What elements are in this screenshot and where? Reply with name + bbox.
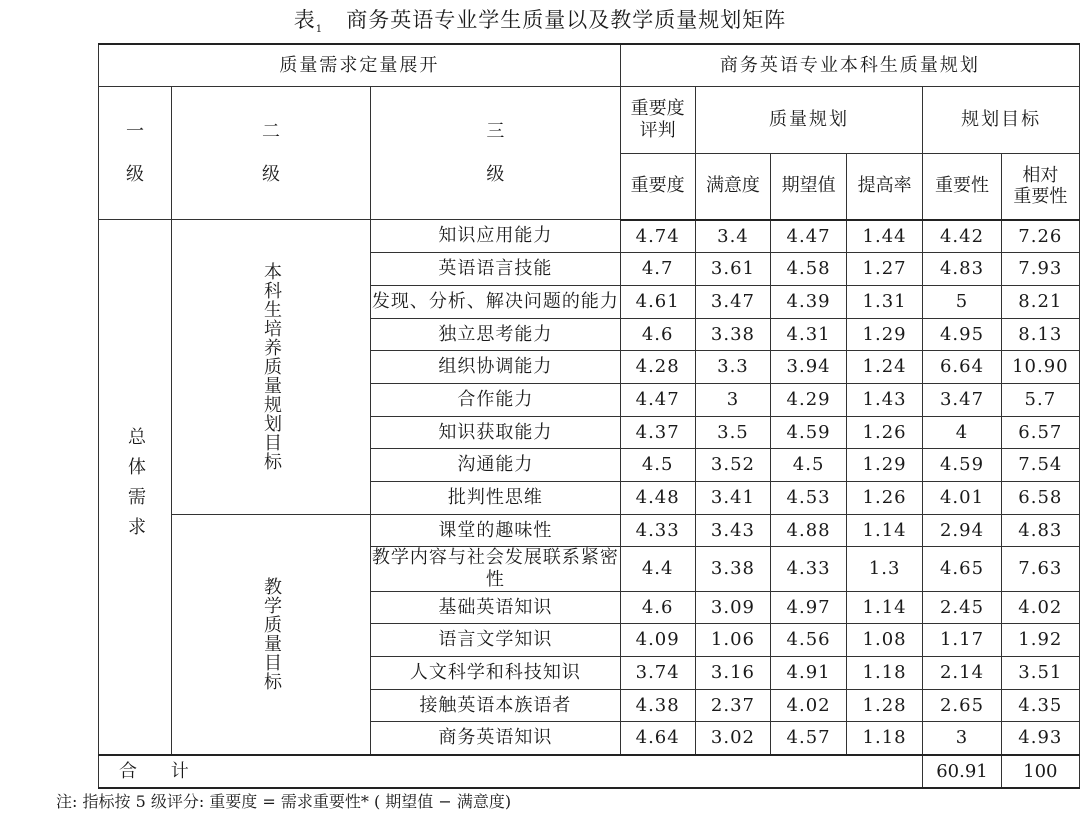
value-cell: 1.92 xyxy=(1001,624,1079,657)
value-cell: 8.21 xyxy=(1001,285,1079,318)
value-cell: 1.08 xyxy=(846,624,922,657)
value-cell: 4.65 xyxy=(923,547,1001,591)
value-cell: 4.09 xyxy=(620,624,695,657)
quality-matrix-table xyxy=(98,43,1080,789)
value-cell: 1.28 xyxy=(846,689,922,722)
value-cell: 2.45 xyxy=(923,591,1001,624)
value-cell: 1.26 xyxy=(846,416,922,449)
value-cell: 4.35 xyxy=(1001,689,1079,722)
col-satisfaction: 满意度 xyxy=(695,154,771,220)
level3-item: 知识获取能力 xyxy=(371,416,621,449)
value-cell: 3.38 xyxy=(695,547,771,591)
value-cell: 4.57 xyxy=(771,722,847,755)
level3-item: 人文科学和科技知识 xyxy=(371,656,621,689)
level3-item: 教学内容与社会发展联系紧密性 xyxy=(371,547,619,590)
header-quality-plan: 质量规划 xyxy=(695,87,923,154)
value-cell: 3.02 xyxy=(695,722,771,755)
value-cell: 1.43 xyxy=(846,383,922,416)
total-row xyxy=(99,755,1080,788)
value-cell: 7.93 xyxy=(1001,253,1079,286)
value-cell: 3.74 xyxy=(620,656,695,689)
header-level3: 三 级 xyxy=(371,87,621,220)
col-improvement-rate: 提高率 xyxy=(846,154,922,220)
value-cell: 4.88 xyxy=(771,514,847,547)
table-title: 表$_1$ 商务英语专业学生质量以及教学质量规划矩阵 xyxy=(293,8,787,36)
total-label: 合 计 xyxy=(99,755,923,788)
value-cell: 2.37 xyxy=(695,689,771,722)
value-cell: 3.94 xyxy=(771,351,847,384)
level3-item: 发现、分析、解决问题的能力 xyxy=(371,285,621,318)
value-cell: 3.51 xyxy=(1001,656,1079,689)
value-cell: 2.65 xyxy=(923,689,1001,722)
value-cell: 4.5 xyxy=(620,449,695,482)
value-cell: 7.54 xyxy=(1001,449,1079,482)
value-cell: 3.47 xyxy=(695,285,771,318)
header-right-group: 商务英语专业本科生质量规划 xyxy=(620,44,1079,87)
value-cell: 1.06 xyxy=(695,624,771,657)
header-level2: 二 级 xyxy=(172,87,371,220)
value-cell: 3 xyxy=(923,722,1001,755)
value-cell: 2.94 xyxy=(923,514,1001,547)
value-cell: 4.97 xyxy=(771,591,847,624)
level3-item: 基础英语知识 xyxy=(371,591,621,624)
value-cell: 4.42 xyxy=(923,220,1001,253)
value-cell: 6.57 xyxy=(1001,416,1079,449)
level3-item: 接触英语本族语者 xyxy=(371,689,621,722)
value-cell: 4 xyxy=(923,416,1001,449)
value-cell: 4.6 xyxy=(620,318,695,351)
value-cell: 3.3 xyxy=(695,351,771,384)
value-cell: 7.63 xyxy=(1001,547,1079,591)
value-cell: 3.61 xyxy=(695,253,771,286)
value-cell: 1.26 xyxy=(846,482,922,515)
value-cell: 4.31 xyxy=(771,318,847,351)
value-cell: 4.59 xyxy=(923,449,1001,482)
value-cell: 1.14 xyxy=(846,591,922,624)
value-cell: 4.47 xyxy=(620,383,695,416)
value-cell: 4.58 xyxy=(771,253,847,286)
value-cell: 1.14 xyxy=(846,514,922,547)
value-cell: 1.44 xyxy=(846,220,922,253)
value-cell: 3.47 xyxy=(923,383,1001,416)
level3-item: 商务英语知识 xyxy=(371,722,621,755)
header-importance-eval: 重要度 评判 xyxy=(620,87,695,154)
value-cell: 4.39 xyxy=(771,285,847,318)
table-row xyxy=(99,514,1080,547)
value-cell: 4.56 xyxy=(771,624,847,657)
value-cell: 6.64 xyxy=(923,351,1001,384)
value-cell: 4.83 xyxy=(923,253,1001,286)
level3-item: 组织协调能力 xyxy=(371,351,621,384)
value-cell: 4.48 xyxy=(620,482,695,515)
level3-item: 英语语言技能 xyxy=(371,253,621,286)
value-cell: 4.4 xyxy=(620,547,695,591)
value-cell: 1.24 xyxy=(846,351,922,384)
level3-item: 批判性思维 xyxy=(371,482,621,515)
level2-label: 本科生培养质量规划目标 xyxy=(172,220,371,515)
header-plan-target: 规划目标 xyxy=(923,87,1080,154)
value-cell: 3.5 xyxy=(695,416,771,449)
value-cell: 4.02 xyxy=(771,689,847,722)
value-cell: 8.13 xyxy=(1001,318,1079,351)
value-cell: 4.29 xyxy=(771,383,847,416)
value-cell: 4.53 xyxy=(771,482,847,515)
header-level1: 一 级 xyxy=(99,87,172,220)
value-cell: 6.58 xyxy=(1001,482,1079,515)
value-cell: 1.31 xyxy=(846,285,922,318)
value-cell: 4.5 xyxy=(771,449,847,482)
value-cell: 2.14 xyxy=(923,656,1001,689)
value-cell: 4.6 xyxy=(620,591,695,624)
level2-label: 教学质量目标 xyxy=(172,514,371,755)
value-cell: 4.02 xyxy=(1001,591,1079,624)
level3-item: 沟通能力 xyxy=(371,449,621,482)
value-cell: 4.33 xyxy=(771,547,847,591)
value-cell: 4.83 xyxy=(1001,514,1079,547)
value-cell: 1.29 xyxy=(846,449,922,482)
value-cell: 4.64 xyxy=(620,722,695,755)
total-relative: 100 xyxy=(1001,755,1079,788)
level1-label: 总体需求 xyxy=(99,220,172,756)
value-cell: 1.3 xyxy=(846,547,922,591)
value-cell: 4.47 xyxy=(771,220,847,253)
value-cell: 3.16 xyxy=(695,656,771,689)
value-cell: 4.01 xyxy=(923,482,1001,515)
level3-item: 语言文学知识 xyxy=(371,624,621,657)
level3-item: 合作能力 xyxy=(371,383,621,416)
col-target-importance: 重要性 xyxy=(923,154,1001,220)
value-cell: 3.4 xyxy=(695,220,771,253)
value-cell: 3.09 xyxy=(695,591,771,624)
value-cell: 5.7 xyxy=(1001,383,1079,416)
value-cell: 1.29 xyxy=(846,318,922,351)
value-cell: 4.28 xyxy=(620,351,695,384)
value-cell: 4.61 xyxy=(620,285,695,318)
value-cell: 3.43 xyxy=(695,514,771,547)
value-cell: 10.90 xyxy=(1001,351,1079,384)
table-row xyxy=(99,220,1080,253)
header-left-group: 质量需求定量展开 xyxy=(99,44,621,87)
value-cell: 1.18 xyxy=(846,656,922,689)
value-cell: 1.17 xyxy=(923,624,1001,657)
value-cell: 4.33 xyxy=(620,514,695,547)
level3-item: 独立思考能力 xyxy=(371,318,621,351)
value-cell: 3.38 xyxy=(695,318,771,351)
value-cell: 4.74 xyxy=(620,220,695,253)
value-cell: 4.38 xyxy=(620,689,695,722)
value-cell: 3.41 xyxy=(695,482,771,515)
value-cell: 4.91 xyxy=(771,656,847,689)
table-note: 注: 指标按 5 级评分: 重要度 = 需求重要性* ( 期望值 − 满意度) xyxy=(56,792,512,811)
total-importance: 60.91 xyxy=(923,755,1001,788)
col-importance: 重要度 xyxy=(620,154,695,220)
level3-item: 课堂的趣味性 xyxy=(371,514,621,547)
value-cell: 3 xyxy=(695,383,771,416)
value-cell: 4.7 xyxy=(620,253,695,286)
value-cell: 4.59 xyxy=(771,416,847,449)
value-cell: 1.27 xyxy=(846,253,922,286)
value-cell: 7.26 xyxy=(1001,220,1079,253)
value-cell: 3.52 xyxy=(695,449,771,482)
col-relative-importance: 相对 重要性 xyxy=(1001,154,1079,220)
value-cell: 4.37 xyxy=(620,416,695,449)
value-cell: 5 xyxy=(923,285,1001,318)
value-cell: 1.18 xyxy=(846,722,922,755)
value-cell: 4.93 xyxy=(1001,722,1079,755)
level3-item: 知识应用能力 xyxy=(371,220,621,253)
value-cell: 4.95 xyxy=(923,318,1001,351)
col-expected: 期望值 xyxy=(771,154,847,220)
